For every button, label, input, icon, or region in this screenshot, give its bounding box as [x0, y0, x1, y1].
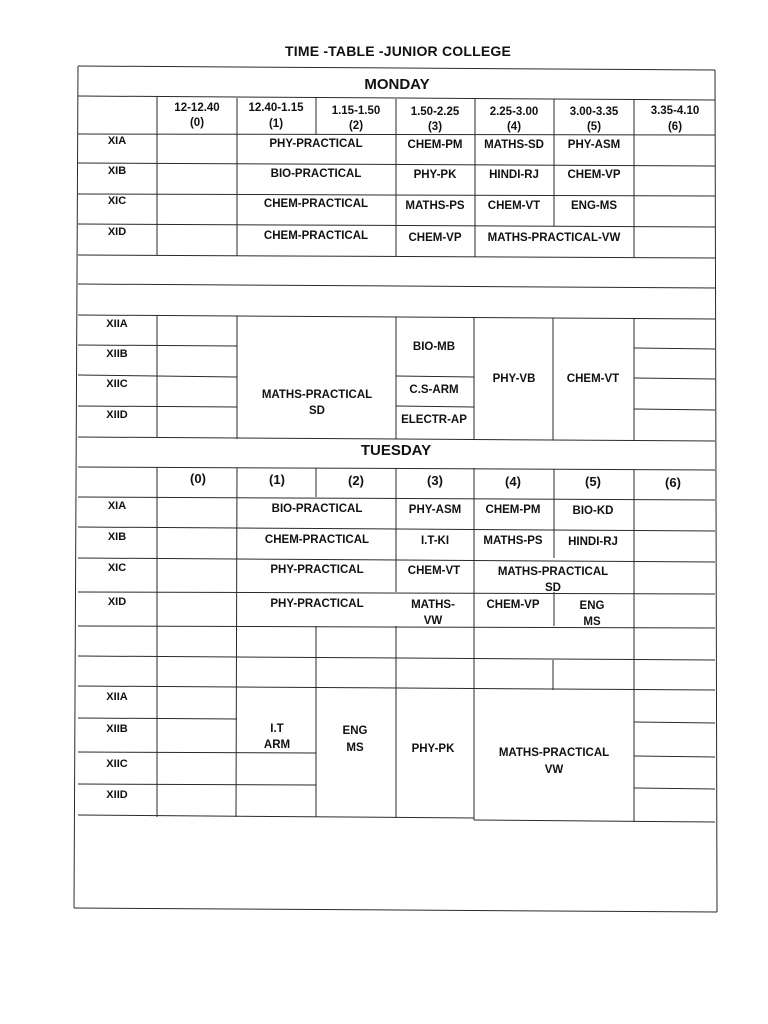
class-label: XIIB: [106, 348, 128, 360]
schedule-cell: MS: [583, 616, 601, 628]
schedule-cell: CHEM-VP: [408, 232, 462, 244]
class-label: XID: [107, 226, 127, 238]
class-label: XIIA: [106, 318, 128, 330]
schedule-cell: MATHS-PRACTICAL: [498, 747, 610, 759]
schedule-cell: C.S-ARM: [409, 384, 459, 396]
schedule-cell: MATHS-PRACTICAL: [261, 389, 373, 401]
class-label: XIC: [107, 562, 127, 574]
class-label: XIID: [106, 409, 128, 421]
schedule-cell: CHEM-PM: [407, 139, 463, 151]
schedule-cell: ENG: [342, 725, 368, 737]
monday-period-5-time: 3.00-3.35: [569, 106, 619, 118]
monday-period-0-num: (0): [189, 117, 205, 129]
schedule-cell: HINDI-RJ: [568, 536, 618, 548]
schedule-cell: CHEM-VT: [407, 565, 461, 577]
schedule-cell: CHEM-PM: [485, 504, 541, 516]
schedule-cell: PHY-ASM: [408, 504, 462, 516]
class-label: XIB: [107, 165, 127, 177]
schedule-cell: MATHS-PS: [405, 200, 465, 212]
class-label: XIIC: [106, 758, 128, 770]
schedule-cell: HINDI-RJ: [489, 169, 539, 181]
schedule-cell: MATHS-: [411, 599, 455, 611]
monday-period-5-num: (5): [586, 121, 602, 133]
schedule-cell: CHEM-VT: [487, 200, 541, 212]
schedule-cell: MS: [346, 742, 364, 754]
schedule-cell: PHY-VB: [492, 373, 536, 385]
class-label: XIIA: [106, 691, 128, 703]
schedule-cell: CHEM-PRACTICAL: [263, 198, 369, 210]
tuesday-period-headers: [190, 471, 681, 490]
tuesday-period-2: (2): [348, 473, 364, 488]
schedule-cell: PHY-PRACTICAL: [270, 598, 364, 610]
schedule-cell: VW: [423, 615, 443, 627]
tuesday-xi-rows: [108, 500, 618, 628]
schedule-cell: CHEM-PRACTICAL: [263, 230, 369, 242]
schedule-cell: ELECTR-AP: [401, 414, 467, 426]
schedule-cell: ENG: [579, 600, 605, 612]
tuesday-period-5: (5): [585, 474, 601, 489]
class-label: XIB: [107, 531, 127, 543]
schedule-cell: ENG-MS: [571, 200, 617, 212]
monday-period-3-time: 1.50-2.25: [410, 106, 460, 118]
page-title: TIME -TABLE -JUNIOR COLLEGE: [284, 43, 512, 59]
monday-period-2-num: (2): [348, 120, 364, 132]
tuesday-period-0: (0): [190, 471, 206, 486]
schedule-cell: BIO-KD: [572, 505, 614, 517]
monday-period-6-time: 3.35-4.10: [650, 105, 700, 117]
schedule-cell: CHEM-VP: [486, 599, 540, 611]
monday-period-2-time: 1.15-1.50: [331, 105, 381, 117]
schedule-cell: I.T-KI: [420, 535, 450, 547]
schedule-cell: CHEM-VP: [567, 169, 621, 181]
schedule-cell: MATHS-PS: [483, 535, 543, 547]
schedule-cell: BIO-MB: [412, 341, 456, 353]
schedule-cell: SD: [545, 582, 561, 594]
class-label: XIIC: [106, 378, 128, 390]
class-label: XID: [107, 596, 127, 608]
monday-xi-rows: [108, 135, 621, 244]
monday-period-0-time: 12-12.40: [174, 102, 220, 114]
monday-period-6-num: (6): [667, 121, 683, 133]
schedule-cell: BIO-PRACTICAL: [271, 503, 363, 515]
class-label: XIA: [107, 500, 127, 512]
monday-xii-rows: [106, 318, 619, 426]
schedule-cell: SD: [309, 405, 325, 417]
monday-period-1-time: 12.40-1.15: [248, 102, 304, 114]
tuesday-period-4: (4): [505, 474, 521, 489]
tuesday-day-heading: TUESDAY: [360, 442, 432, 459]
class-label: XIIB: [106, 723, 128, 735]
monday-period-4-num: (4): [506, 121, 522, 133]
class-label: XIID: [106, 789, 128, 801]
schedule-cell: CHEM-PRACTICAL: [264, 534, 370, 546]
schedule-cell: PHY-PK: [413, 169, 457, 181]
schedule-cell: VW: [544, 764, 564, 776]
schedule-cell: ARM: [263, 739, 291, 751]
monday-period-4-time: 2.25-3.00: [489, 106, 539, 118]
tuesday-period-3: (3): [427, 473, 443, 488]
schedule-cell: MATHS-PRACTICAL-VW: [487, 232, 621, 244]
tuesday-period-6: (6): [665, 475, 681, 490]
schedule-cell: BIO-PRACTICAL: [270, 168, 362, 180]
monday-period-3-num: (3): [427, 121, 443, 133]
schedule-cell: I.T: [270, 723, 284, 735]
monday-period-1-num: (1): [268, 118, 284, 130]
schedule-cell: MATHS-PRACTICAL: [497, 566, 609, 578]
class-label: XIC: [107, 195, 127, 207]
monday-vertical-lines: [157, 97, 634, 441]
schedule-cell: PHY-PRACTICAL: [269, 138, 363, 150]
schedule-cell: CHEM-VT: [566, 373, 620, 385]
class-label: XIA: [107, 135, 127, 147]
schedule-cell: MATHS-SD: [484, 139, 544, 151]
schedule-cell: PHY-PRACTICAL: [270, 564, 364, 576]
monday-day-heading: MONDAY: [364, 76, 430, 93]
schedule-cell: PHY-ASM: [567, 139, 621, 151]
tuesday-period-1: (1): [269, 472, 285, 487]
monday-period-headers: [174, 102, 699, 133]
schedule-cell: PHY-PK: [411, 743, 455, 755]
